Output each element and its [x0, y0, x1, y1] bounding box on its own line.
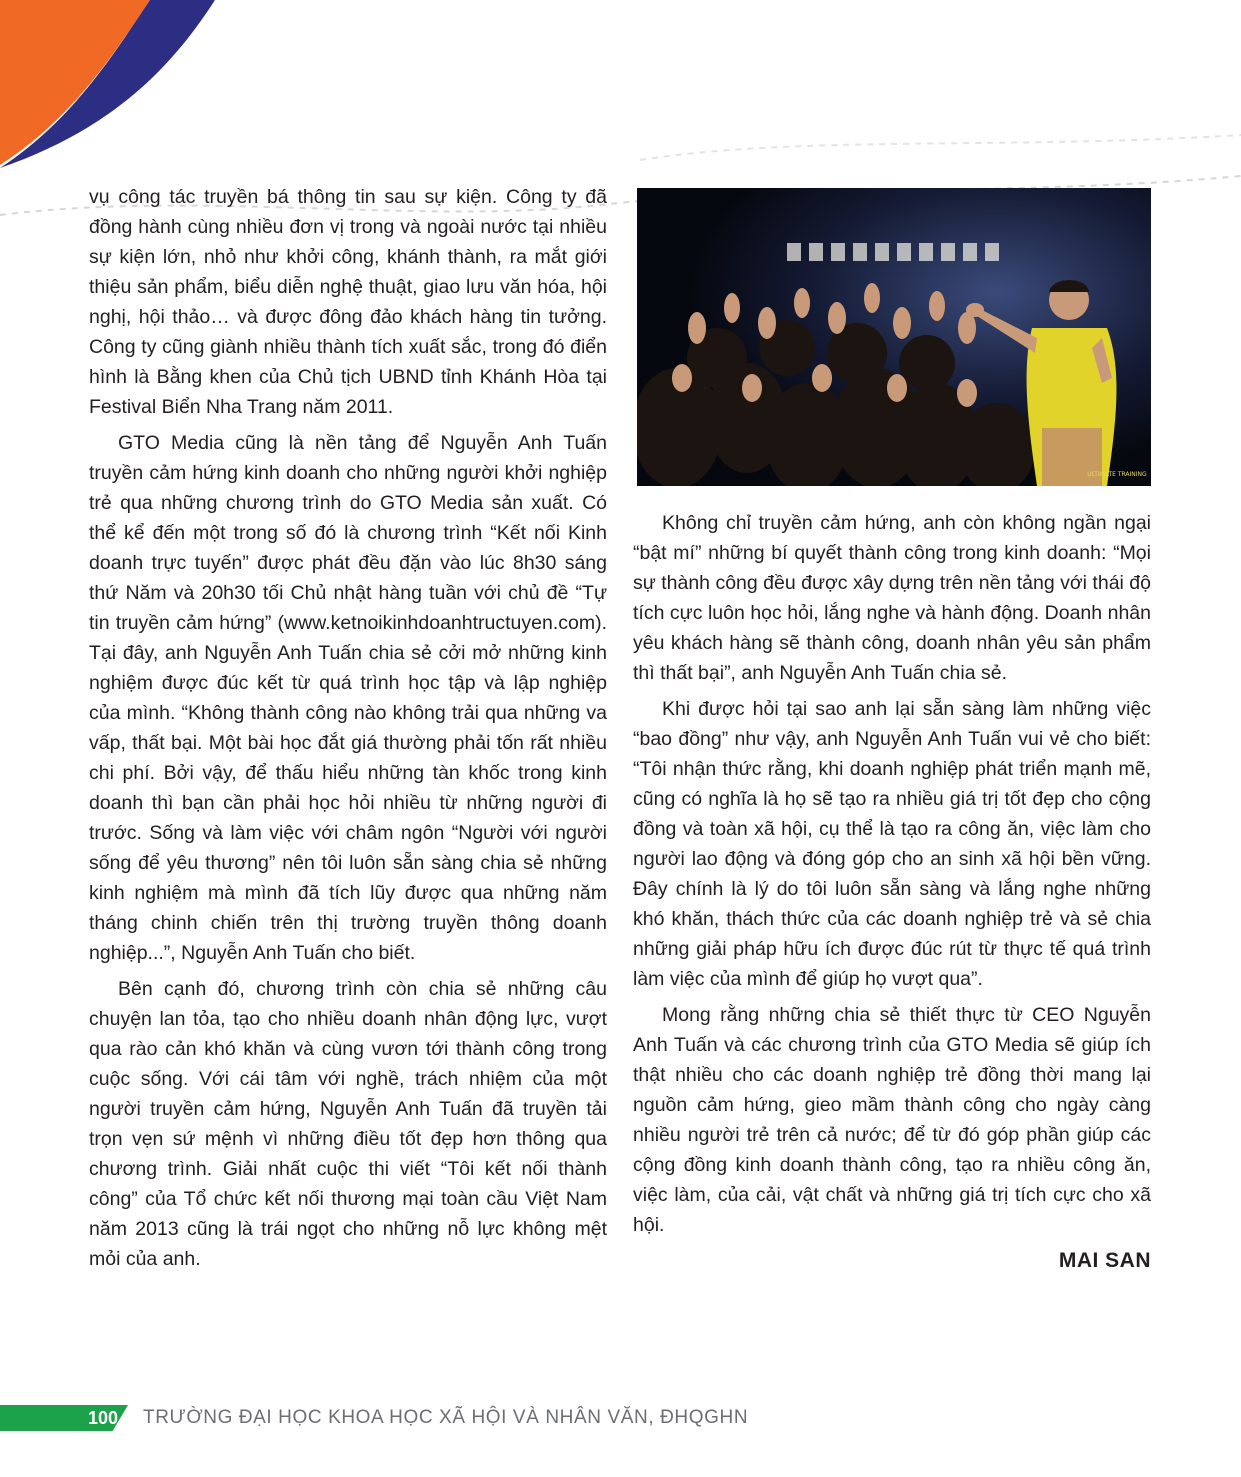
photo-logo-text: ULTIMATE TRAINING [1087, 471, 1147, 478]
article-paragraph: Bên cạnh đó, chương trình còn chia sẻ những câu chuyện lan tỏa, tạo cho nhiều doanh nhân động lực, vượt qua rào cản khó khăn và cùng vươn tới thành công trong cuộc sống. Với cái tâm với nghề, trách nhiệm của một người truyền cảm hứng, Nguyễn Anh Tuấn đã truyền tải trọn vẹn sứ mệnh vì những điều tốt đẹp hơn thông qua chương trình. Giải nhất cuộc thi viết “Tôi kết nối thành công” của Tổ chức kết nối thương mại toàn cầu Việt Nam năm 2013 cũng là trái ngọt cho những nỗ lực không mệt mỏi của anh. [89, 978, 607, 1270]
article-right-column [633, 508, 1151, 1282]
article-paragraph: vụ công tác truyền bá thông tin sau sự kiện. Công ty đã đồng hành cùng nhiều đơn vị trong và ngoài nước tại nhiều sự kiện lớn, nhỏ như khởi công, khánh thành, ra mắt giới thiệu sản phẩm, biểu diễn nghệ thuật, giao lưu văn hóa, hội nghị, hội thảo… và được đông đảo khách hàng tin tưởng. Công ty cũng giành nhiều thành tích xuất sắc, trong đó điển hình là Bằng khen của Chủ tịch UBND tỉnh Khánh Hòa tại Festival Biển Nha Trang năm 2011. [89, 186, 607, 418]
article-paragraph: GTO Media cũng là nền tảng để Nguyễn Anh Tuấn truyền cảm hứng kinh doanh cho những người khởi nghiệp trẻ qua những chương trình do GTO Media sản xuất. Có thể kể đến một trong số đó là chương trình “Kết nối Kinh doanh trực tuyến” được phát đều đặn vào lúc 8h30 sáng thứ Năm và 20h30 tối Chủ nhật hàng tuần với chủ đề “Tự tin truyền cảm hứng” (www.ketnoikinhdoanhtructuyen.com). Tại đây, anh Nguyễn Anh Tuấn chia sẻ cởi mở những kinh nghiệm được đúc kết từ quá trình học tập và lập nghiệp của mình. “Không thành công nào không trải qua những va vấp, thất bại. Một bài học đắt giá thường phải tốn rất nhiều chi phí. Bởi vậy, để thấu hiểu những tàn khốc trong kinh doanh thì bạn cần phải học hỏi nhiều từ những người đi trước. Sống và làm việc với châm ngôn “Người với người sống để yêu thương” nên tôi luôn sẵn sàng chia sẻ những kinh nghiệm mà mình đã tích lũy được qua những năm tháng chinh chiến trên thị trường truyền thông doanh nghiệp...”, Nguyễn Anh Tuấn cho biết. [89, 432, 607, 964]
footer-publisher: TRƯỜNG ĐẠI HỌC KHOA HỌC XÃ HỘI VÀ NHÂN VĂN, ĐHQGHN [143, 1407, 749, 1428]
page-number: 100 [88, 1408, 119, 1428]
article-paragraph: Không chỉ truyền cảm hứng, anh còn không ngần ngại “bật mí” những bí quyết thành công trong kinh doanh: “Mọi sự thành công đều được xây dựng trên nền tảng với thái độ tích cực luôn học hỏi, lắng nghe và hành động. Doanh nhân yêu khách hàng sẽ thành công, doanh nhân yêu sản phẩm thì thất bại”, anh Nguyễn Anh Tuấn chia sẻ. [633, 512, 1151, 684]
article-paragraph: Mong rằng những chia sẻ thiết thực từ CEO Nguyễn Anh Tuấn và các chương trình của GTO Media sẽ giúp ích thật nhiều cho các doanh nghiệp trẻ đồng thời mang lại nguồn cảm hứng, gieo mầm thành công cho ngày càng nhiều người trẻ trên cả nước; để từ đó góp phần giúp các cộng đồng kinh doanh thành công, tạo ra nhiều công ăn, việc làm, của cải, vật chất và những giá trị tích cực cho xã hội. [633, 1004, 1151, 1236]
article-left-column [89, 182, 607, 1280]
article-paragraph: Khi được hỏi tại sao anh lại sẵn sàng làm những việc “bao đồng” như vậy, anh Nguyễn Anh Tuấn vui vẻ cho biết: “Tôi nhận thức rằng, khi doanh nghiệp phát triển mạnh mẽ, cũng có nghĩa là họ sẽ tạo ra nhiều giá trị tốt đẹp cho cộng đồng và toàn xã hội, cụ thể là tạo ra công ăn, việc làm cho người lao động và đóng góp cho an sinh xã hội bền vững. Đây chính là lý do tôi luôn sẵn sàng và lắng nghe những khó khăn, thách thức của các doanh nghiệp trẻ và sẻ chia những giải pháp hữu ích được đúc rút từ thực tế quá trình làm việc của mình để giúp họ vượt qua”. [633, 698, 1151, 990]
event-crowd-photo [637, 188, 1151, 486]
page-footer [0, 1405, 1241, 1431]
article-author: MAI SAN [1058, 1249, 1151, 1272]
